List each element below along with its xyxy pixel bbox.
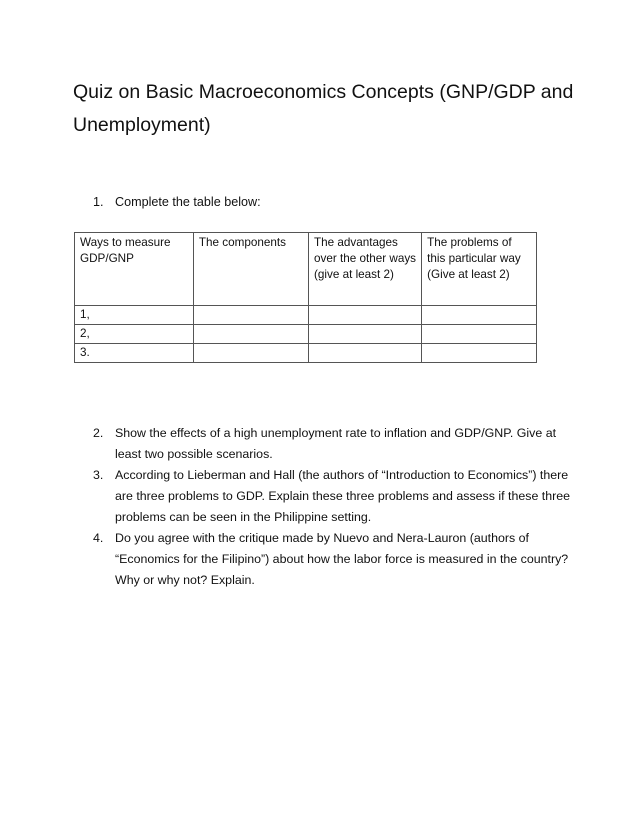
table-header-problems: The problems of this particular way (Give at least 2) — [422, 233, 537, 306]
table-cell — [422, 325, 537, 344]
table-cell — [309, 325, 422, 344]
table-header-ways: Ways to measure GDP/GNP — [75, 233, 194, 306]
table-row — [75, 325, 537, 344]
table-cell — [193, 325, 308, 344]
question-1-text: Complete the table below: — [115, 195, 261, 209]
question-4 — [93, 528, 573, 591]
question-3 — [93, 465, 573, 528]
table-cell: 1, — [75, 306, 194, 325]
table-header-row — [75, 233, 537, 306]
table-cell — [193, 344, 308, 363]
table-cell — [193, 306, 308, 325]
table-header-advantages: The advantages over the other ways (give at least 2) — [309, 233, 422, 306]
table-cell — [309, 306, 422, 325]
question-list — [93, 423, 573, 591]
table-header-components: The components — [193, 233, 308, 306]
table-cell — [422, 344, 537, 363]
question-2-number: 2. — [93, 426, 104, 440]
question-2-text: Show the effects of a high unemployment rate to inflation and GDP/GNP. Give at least two possible scenarios. — [115, 426, 557, 461]
table-row — [75, 344, 537, 363]
quiz-title: Quiz on Basic Macroeconomics Concepts (GNP/GDP and Unemployment) — [73, 81, 574, 136]
question-1-number: 1. — [93, 195, 104, 209]
table-cell: 2, — [75, 325, 194, 344]
table-cell — [309, 344, 422, 363]
question-4-number: 4. — [93, 531, 104, 545]
gdp-measurement-table — [74, 232, 537, 363]
question-3-text: According to Lieberman and Hall (the authors of “Introduction to Economics”) there are three problems to GDP. Explain these three problems and assess if these three problems can be seen in the Philippine setting. — [115, 468, 571, 524]
question-3-number: 3. — [93, 468, 104, 482]
question-4-text: Do you agree with the critique made by Nuevo and Nera-Lauron (authors of “Economics for the Filipino”) about how the labor force is measured in the country? Why or why not? Explain. — [115, 531, 569, 587]
question-1 — [93, 192, 261, 212]
table-cell: 3. — [75, 344, 194, 363]
table-cell — [422, 306, 537, 325]
question-2 — [93, 423, 573, 465]
table-row — [75, 306, 537, 325]
